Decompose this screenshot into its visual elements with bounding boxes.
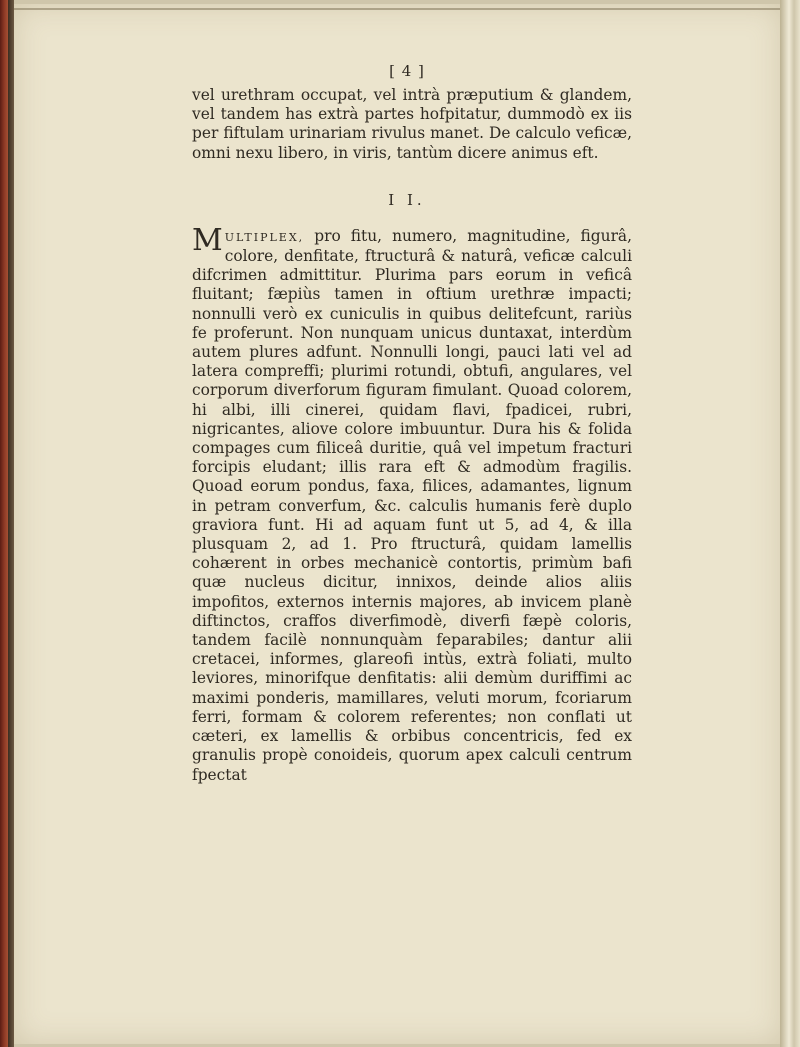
book-spine	[0, 0, 8, 1047]
opening-paragraph: vel urethram occupat, vel intrà præputium & glandem, vel tandem has extrà partes hofpitatur, dummodò ex iis per fiftulam urinariam rivulus manet. De calculo veficæ, omni nexu libero, in viris, tantùm dicere animus eft.	[192, 86, 632, 162]
first-word: ULTIPLEX,	[224, 230, 305, 244]
drop-cap: M	[192, 222, 223, 258]
section-paragraph	[192, 222, 632, 785]
page-content	[192, 62, 792, 785]
page-number: [ 4 ]	[389, 62, 425, 80]
page-top-edge	[14, 8, 780, 10]
section-heading: I I.	[388, 190, 426, 209]
section-paragraph-text: pro fitu, numero, magnitudine, figurâ, colore, denfitate, ftructurâ & naturâ, veficæ calculi difcrimen admittitur. Plurima pars eorum in veficâ fluitant; fæpiùs tamen in oftium urethræ impacti; nonnulli verò ex cuniculis in quibus delitefcunt, rariùs fe proferunt. Non nunquam unicus duntaxat, interdùm autem plures adfunt. Nonnulli longi, pauci lati vel ad latera compreffi; plurimi rotundi, obtufi, angulares, vel corporum diverforum figuram fimulant. Quoad colorem, hi albi, illi cinerei, quidam flavi, fpadicei, rubri, nigricantes, aliove colore imbuuntur. Dura his & folida compages cum filiceâ duritie, quâ vel impetum fracturi forcipis eludant; illis rara eft & admodùm fragilis. Quoad eorum pondus, faxa, filices, adamantes, lignum in petram converfum, &c. calculis humanis ferè duplo graviora funt. Hi ad aquam funt ut 5, ad 4, & illa plusquam 2, ad 1. Pro ftructurâ, quidam lamellis cohærent in orbes mechanicè contortis, primùm bafi quæ nucleus dicitur, innixos, deinde alios aliis impofitos, externos internis majores, ab invicem planè diftinctos, craffos diverfimodè, diverfi fæpè coloris, tandem facilè nonnunquàm feparabiles; dantur alii cretacei, informes, glareofi intùs, extrà foliati, multo leviores, minorifque denfitatis: alii demùm duriffimi ac maximi ponderis, mamillares, veluti morum, fcoriarum ferri, formam & colorem referentes; non conflati ut cæteri, ex lamellis & orbibus concentricis, fed ex granulis propè conoideis, quorum apex calculi centrum fpectat	[192, 226, 632, 784]
